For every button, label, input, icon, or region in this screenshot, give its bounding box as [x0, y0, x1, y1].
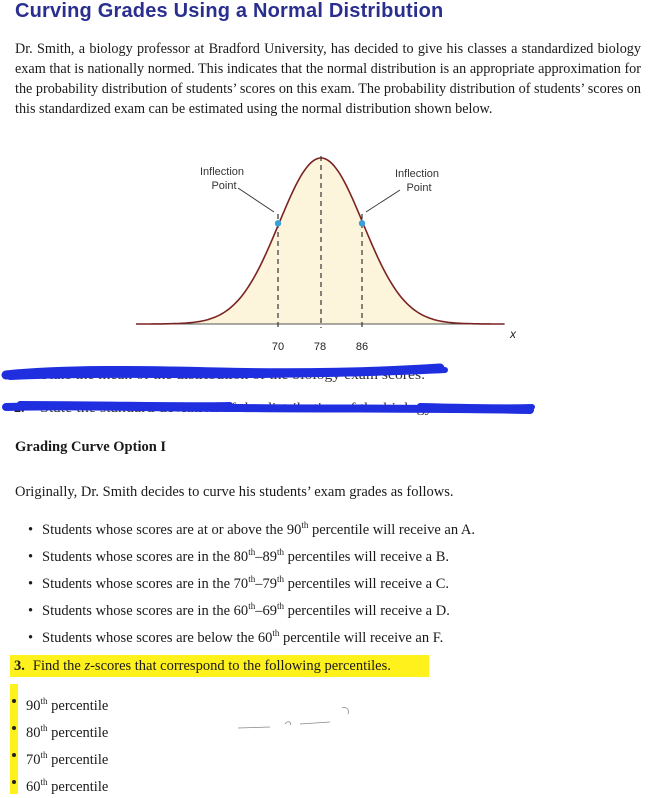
- percentile-item-80: 80th percentile: [26, 723, 109, 741]
- left-inflection-point: [275, 220, 281, 226]
- percentile-bullet: [12, 753, 16, 757]
- right-inflection-label-line1: Inflection: [394, 168, 440, 180]
- q2-number: 2.: [14, 401, 25, 416]
- bullet: •: [28, 602, 34, 619]
- scribbled-question-2: [0, 392, 659, 422]
- q1-text: State the mean of the distribution of the biology exam scores.: [40, 368, 425, 383]
- x-axis-label: x: [510, 327, 516, 341]
- grading-rule-c: • Students whose scores are in the 70th–79th percentiles will receive a C.: [28, 568, 475, 595]
- q1-number: 1.: [14, 368, 25, 383]
- grading-rule-a: • Students whose scores are at or above the 90th percentile will receive an A.: [28, 514, 475, 541]
- bullet: •: [28, 575, 34, 592]
- q2-text: State the standard deviation of the distribution of the biology exam scores.: [40, 401, 520, 416]
- percentile-bullet: [12, 780, 16, 784]
- grading-rule-f: • Students whose scores are below the 60th percentile will receive an F.: [28, 622, 475, 649]
- section-intro: Originally, Dr. Smith decides to curve his students’ exam grades as follows.: [15, 484, 454, 500]
- left-inflection-label-line1: Inflection: [199, 166, 245, 178]
- scribbled-question-1: [0, 358, 659, 388]
- normal-distribution-figure: [0, 148, 659, 358]
- percentile-item-90: 90th percentile: [26, 696, 109, 714]
- percentile-list: [26, 690, 108, 798]
- percentile-item-60: 60th percentile: [26, 777, 109, 795]
- question-3-number: 3.: [14, 658, 25, 674]
- grading-rule-d: • Students whose scores are in the 60th–69th percentiles will receive a D.: [28, 595, 475, 622]
- tick-label-86: 86: [355, 341, 369, 353]
- intro-paragraph: Dr. Smith, a biology professor at Bradford University, has decided to give his classes a standardized biology exam that is nationally normed. This indicates that the normal distribution is an appropriate approximation for the probability distribution of students’ scores on this exam. The probability distribution of students’ scores on this standardized exam can be estimated using the normal distribution shown below.: [15, 41, 641, 117]
- grading-rules-list: [28, 514, 475, 649]
- right-inflection-point: [359, 220, 365, 226]
- question-3-highlighted: 3. Find the z-scores that correspond to the following percentiles.: [10, 655, 429, 677]
- pencil-marks: [230, 700, 370, 740]
- right-inflection-pointer: [366, 190, 400, 212]
- percentile-item-70: 70th percentile: [26, 750, 109, 768]
- page-title: Curving Grades Using a Normal Distribution: [15, 0, 444, 22]
- percentile-bullet: [12, 726, 16, 730]
- bullet: •: [28, 629, 34, 646]
- left-inflection-pointer: [238, 188, 274, 212]
- right-inflection-label-line2: Point: [406, 182, 432, 194]
- tick-label-70: 70: [271, 341, 285, 353]
- tick-label-78: 78: [313, 341, 327, 353]
- percentile-bullet: [12, 699, 16, 703]
- grading-rule-b: • Students whose scores are in the 80th–89th percentiles will receive a B.: [28, 541, 475, 568]
- bullet: •: [28, 548, 34, 565]
- bullet: •: [28, 521, 34, 538]
- left-inflection-label-line2: Point: [211, 180, 237, 192]
- section-heading: Grading Curve Option I: [15, 439, 167, 455]
